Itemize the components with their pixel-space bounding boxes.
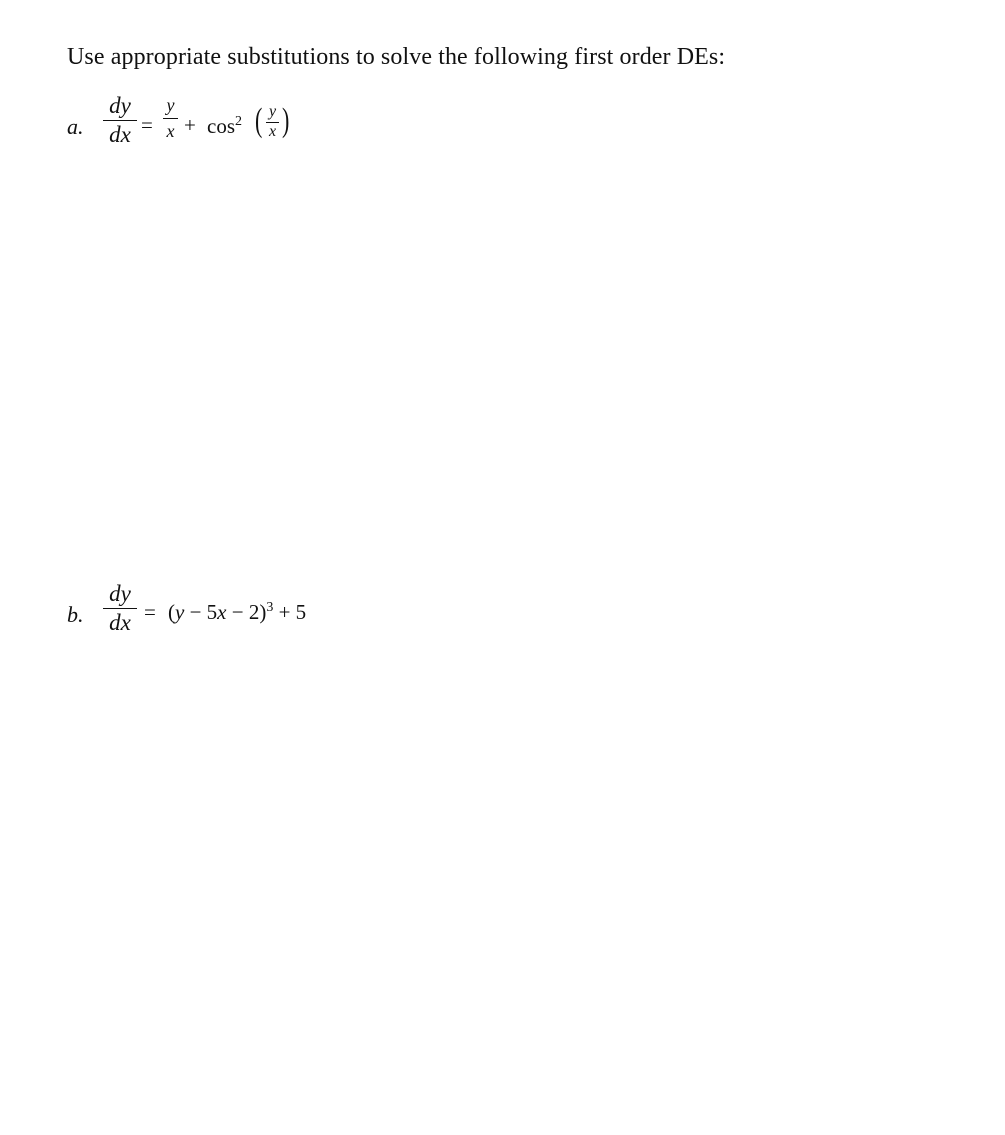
problem-b-rhs-minus1: − 5 — [184, 600, 218, 624]
problem-a-term1-numerator: y — [166, 95, 175, 115]
problem-a-y-over-x — [163, 96, 178, 140]
problem-b-dydx-denominator: dx — [109, 610, 131, 636]
problem-b-dydx — [103, 582, 137, 634]
problem-b-rhs-open: ( — [168, 600, 175, 624]
problem-a-dydx-numerator: dy — [109, 93, 131, 118]
problem-b-rhs — [168, 600, 306, 625]
problem-b-rhs-minus2: − 2) — [226, 600, 267, 624]
problem-b-rhs-exponent: 3 — [266, 600, 274, 615]
instruction-text: Use appropriate substitutions to solve the following first order DEs: — [67, 44, 726, 70]
fraction-bar — [103, 120, 137, 121]
problem-a-cos-func: cos — [207, 114, 235, 138]
problem-a-arg-denominator: x — [268, 123, 277, 141]
problem-b-label: b. — [67, 602, 84, 627]
problem-b-rhs-var-x: x — [217, 600, 227, 624]
problem-a-arg-fraction — [266, 104, 279, 140]
problem-a-label: a. — [67, 114, 84, 139]
problem-a-dydx-denominator: dx — [109, 122, 131, 148]
problem-b-equals: = — [144, 600, 156, 624]
problem-b-rhs-tail: + 5 — [273, 600, 307, 624]
problem-a-left-paren: ( — [254, 102, 263, 139]
fraction-bar — [103, 608, 137, 609]
problem-a-cos — [207, 114, 242, 139]
problem-a-dydx — [103, 94, 137, 146]
problem-b-rhs-var-y: y — [175, 600, 185, 624]
problem-a-right-paren: ) — [281, 102, 290, 139]
problem-b-dydx-numerator: dy — [109, 581, 131, 606]
problem-a-term1-denominator: x — [166, 121, 175, 142]
problem-a-cos-exponent: 2 — [235, 114, 242, 129]
problem-a-equals: = — [141, 113, 153, 137]
problem-a-arg-numerator: y — [268, 103, 277, 120]
problem-a-plus: + — [184, 113, 196, 137]
fraction-bar — [163, 118, 178, 119]
